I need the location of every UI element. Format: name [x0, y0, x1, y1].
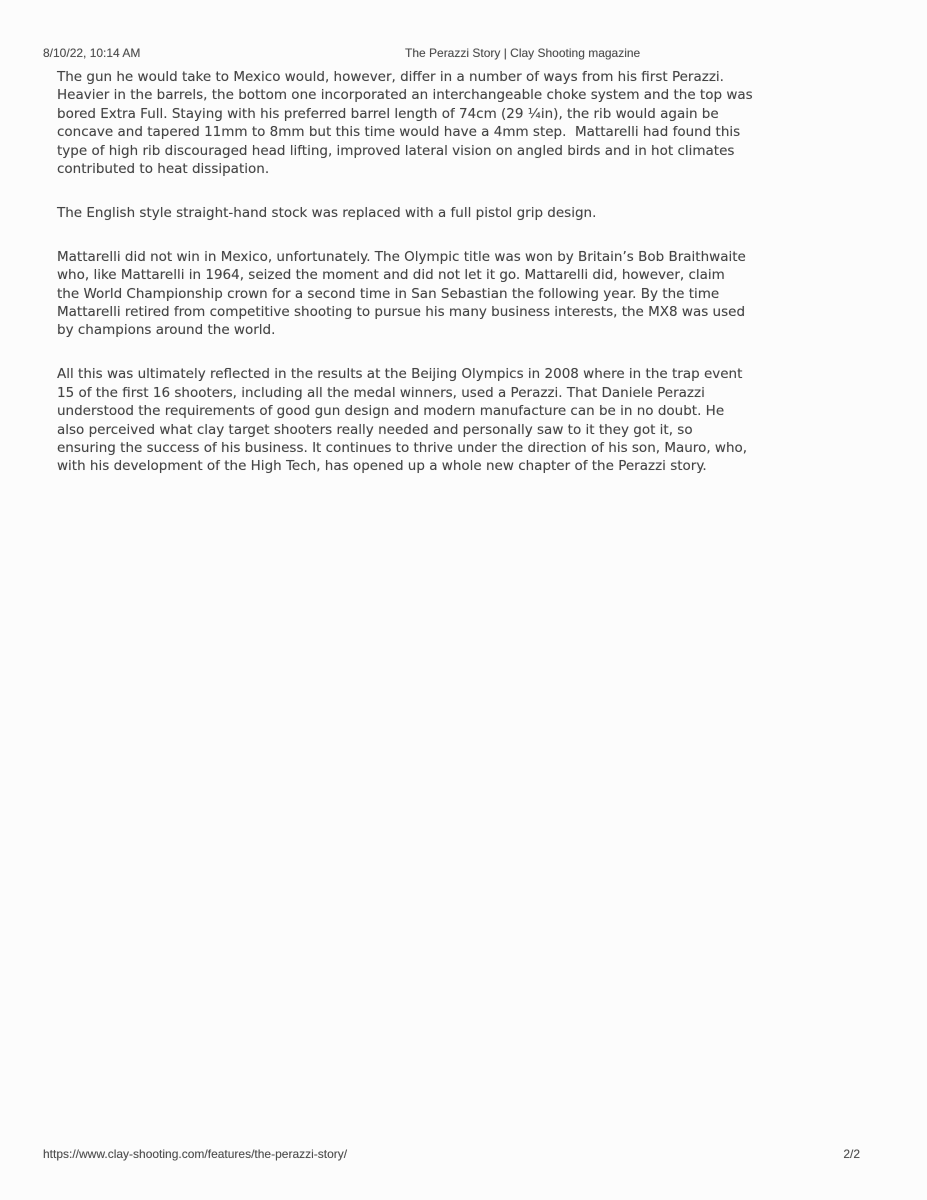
article-paragraph-4: All this was ultimately reflected in the results at the Beijing Olympics in 2008 where in the trap event 15 of the first 16 shooters, including all the medal winners, used a Perazzi. That Daniele Perazzi understood the requirements of good gun design and modern manufacture can be in no doubt. He also perceived what clay target shooters really needed and personally saw to it they got it, so ensuring the success of his business. It continues to thrive under the direction of his son, Mauro, who, with his development of the High Tech, has opened up a whole new chapter of the Perazzi story. — [57, 366, 748, 475]
article-paragraph-2: The English style straight-hand stock was replaced with a full pistol grip design. — [57, 204, 597, 221]
article-paragraph-3: Mattarelli did not win in Mexico, unfortunately. The Olympic title was won by Britain’s Bob Braithwaite who, like Mattarelli in 1964, seized the moment and did not let it go. Mattarelli did, however, claim the World Championship crown for a second time in San Sebastian the following year. By the time Mattarelli retired from competitive shooting to pursue his many business interests, the MX8 was used by champions around the world. — [57, 248, 746, 339]
document-title: The Perazzi Story | Clay Shooting magazine — [405, 46, 641, 60]
article-body — [57, 68, 895, 501]
page-number: 2/2 — [843, 1147, 860, 1161]
article-paragraph-1: The gun he would take to Mexico would, however, differ in a number of ways from his first Perazzi. Heavier in the barrels, the bottom one incorporated an interchangeable choke system and the top was bored Extra Full. Staying with his preferred barrel length of 74cm (29 ¼in), the rib would again be concave and tapered 11mm to 8mm but this time would have a 4mm step. Mattarelli had found this type of high rib discouraged head lifting, improved lateral vision on angled birds and in hot climates contributed to heat dissipation. — [57, 69, 753, 178]
print-timestamp: 8/10/22, 10:14 AM — [43, 46, 141, 60]
source-url: https://www.clay-shooting.com/features/the-perazzi-story/ — [43, 1147, 348, 1161]
